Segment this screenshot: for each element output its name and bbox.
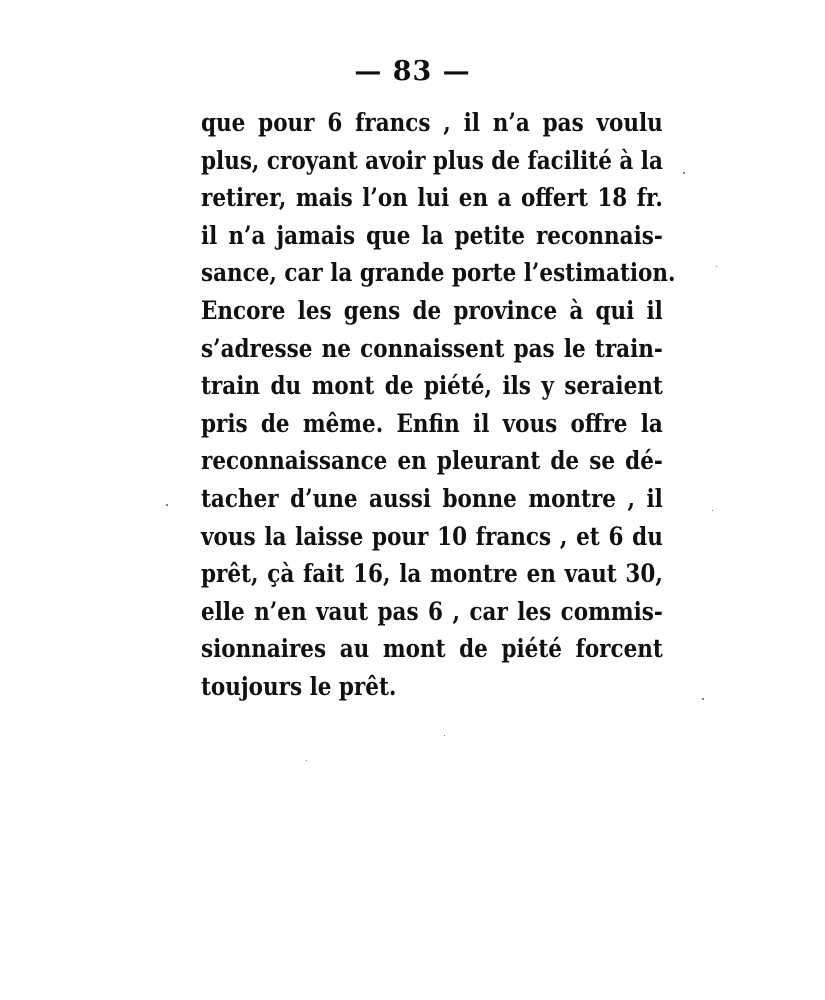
text-line: vous la laisse pour 10 francs , et 6 du — [201, 521, 663, 551]
text-line: que pour 6 francs , il n’a pas voulu — [201, 108, 663, 137]
scan-speck — [444, 735, 445, 736]
scan-speck — [712, 510, 713, 511]
scan-speck — [683, 172, 685, 174]
scan-speck — [716, 266, 717, 267]
page-number: — 83 — — [354, 56, 471, 87]
scan-speck — [306, 760, 307, 761]
text-line: s’adresse ne connaissent pas le train- — [201, 333, 663, 363]
scan-speck — [702, 698, 704, 700]
scan-speck — [166, 504, 168, 506]
text-line: pris de même. Enfin il vous offre la — [201, 408, 663, 438]
text-line: toujours le prêt. — [201, 671, 397, 701]
text-line: prêt, çà fait 16, la montre en vaut 30, — [201, 559, 663, 589]
text-line: il n’a jamais que la petite reconnais- — [201, 220, 663, 250]
text-line: plus, croyant avoir plus de facilité à la — [201, 145, 663, 175]
text-line: elle n’en vaut pas 6 , car les commis- — [201, 596, 663, 626]
text-line: train du mont de piété, ils y seraient — [201, 371, 663, 401]
text-line: Encore les gens de province à qui il — [201, 295, 663, 325]
text-line: sionnaires au mont de piété forcent — [201, 634, 663, 664]
text-line: retirer, mais l’on lui en a offert 18 fr. — [201, 183, 663, 213]
text-line: sance, car la grande porte l’estimation. — [201, 258, 676, 288]
text-line: tacher d’une aussi bonne montre , il — [201, 483, 663, 513]
text-line: reconnaissance en pleurant de se dé- — [201, 446, 663, 476]
body-text — [201, 104, 676, 706]
